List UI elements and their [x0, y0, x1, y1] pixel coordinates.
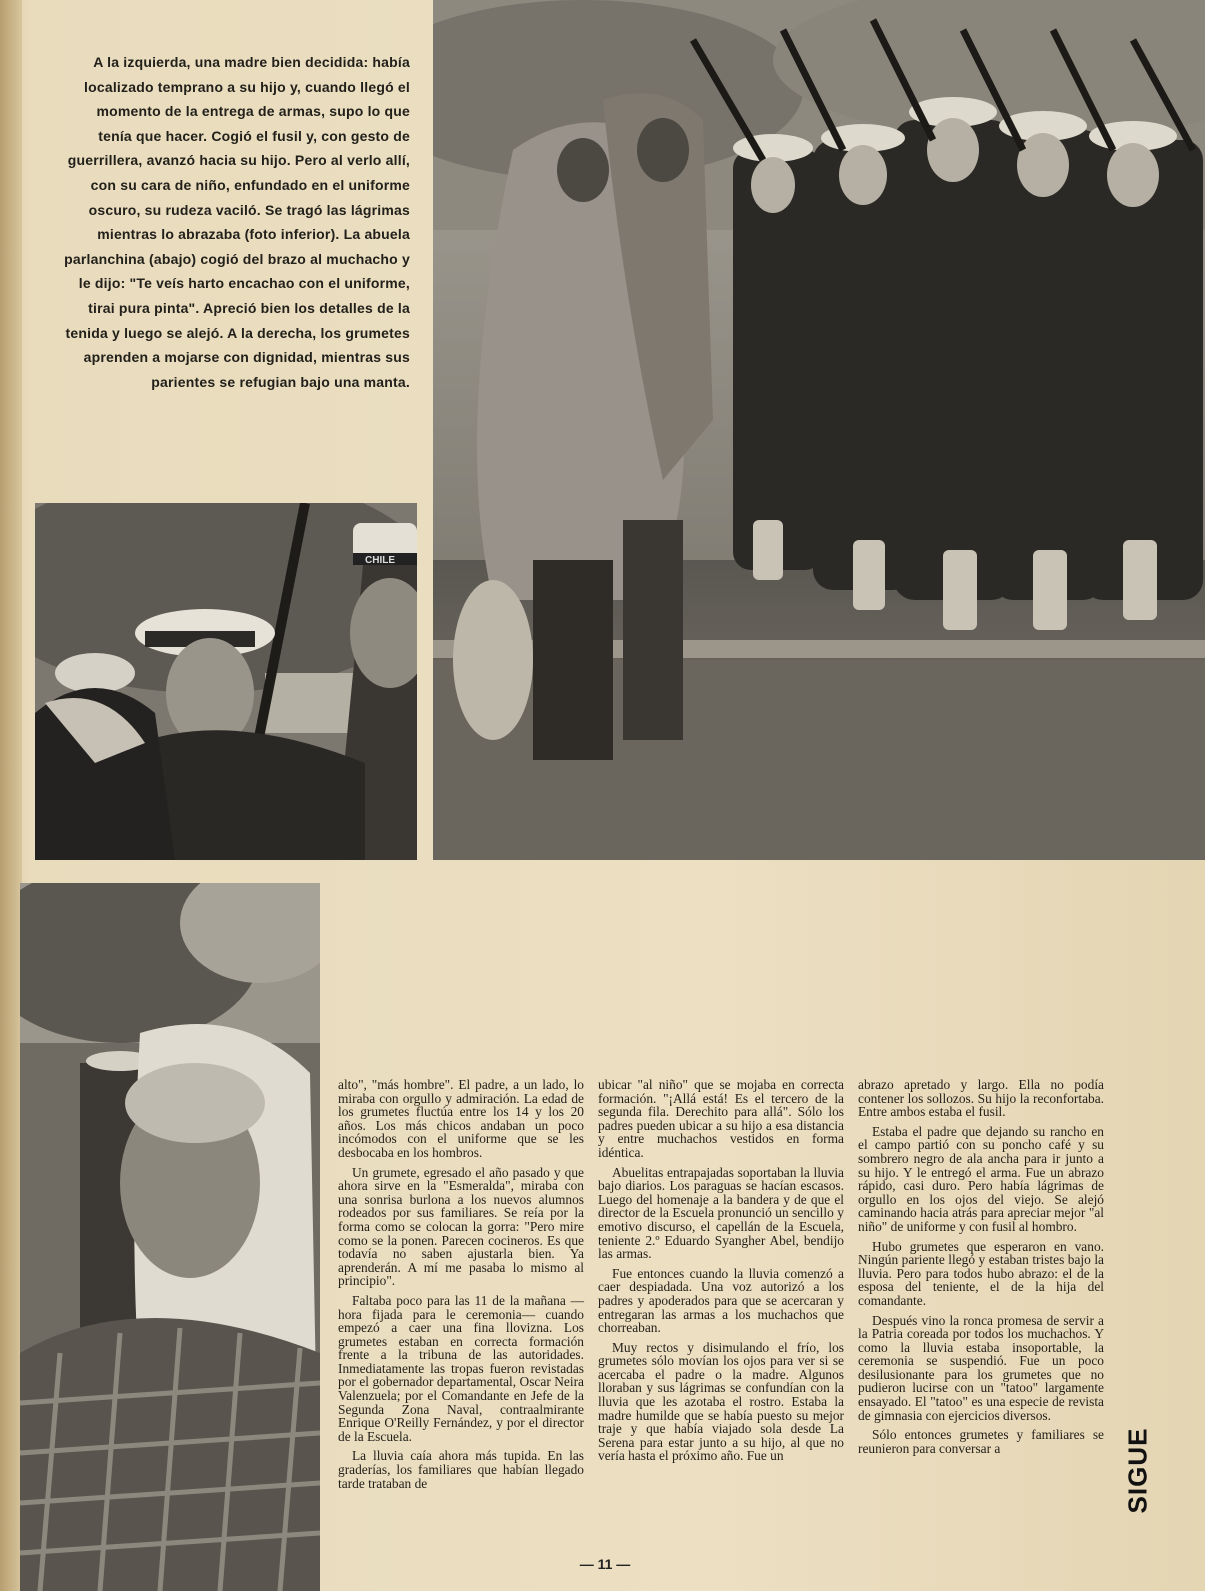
page-number: — 11 — [579, 1556, 631, 1572]
photo-marching-cadets [433, 0, 1205, 860]
paragraph: Muy rectos y disimulando el frío, los grumetes sólo movían los ojos para ver si se acercaba el padre o la madre. Algunos lloraban y sus lágrimas se confundían con la lluvia que les azotaba el rostro. Estaba la madre humilde que se había puesto su mejor traje y que había viajado sola desde La Serena para estar junto a su hijo, al que no vería hasta el próximo año. Fue un [598, 1339, 844, 1464]
continue-label [1108, 1420, 1168, 1520]
paragraph: alto", "más hombre". El padre, a un lado, lo miraba con orgullo y admiración. La edad de los grumetes fluctúa entre los 14 y los 20 años. Los más chicos andaban un poco incómodos con el uniforme que se les desbocaba en los hombros. [338, 1077, 584, 1160]
photo-grandmother [20, 883, 320, 1591]
photo-mother-hug [35, 503, 417, 860]
paragraph: Sólo entonces grumetes y familiares se reunieron para conversar a [858, 1427, 1104, 1456]
photo-caption: A la izquierda, una madre bien decidida: había localizado temprano a su hijo y, cuando llegó el momento de la entrega de armas, supo lo que tenía que hacer. Cogió el fusil y, con gesto de guerrillera, avanzó hacia su hijo. Pero al verlo allí, con su cara de niño, enfundado en el uniforme oscuro, su rudeza vaciló. Se tragó las lágrimas mientras lo abrazaba (foto inferior). La abuela parlanchina (abajo) cogió del brazo al muchacho y le dijo: "Te veís harto encachao con el uniforme, tirai pura pinta". Apreció bien los detalles de la tenida y luego se alejó. A la derecha, los grumetes aprenden a mojarse con dignidad, mientras sus parientes se refugian bajo una manta. [64, 54, 410, 390]
paragraph: Estaba el padre que dejando su rancho en el campo partió con su poncho café y su sombrero negro de ala ancha para ir junto a su hijo. Y le entregó el arma. Fue un abrazo rápido, casi duro. Pero había lágrimas de orgullo en los ojos del viejo. Se alejó caminando hacia atrás para apreciar mejor "al niño" de uniforme y con fusil al hombro. [858, 1123, 1104, 1234]
mother-hug-image [35, 503, 417, 860]
paragraph: Abuelitas entrapajadas soportaban la lluvia bajo diarios. Los paraguas se hacían escasos. Luego del homenaje a la bandera y de que el director de la Escuela pronunció un sencillo y emotivo discurso, el capellán de la Escuela, teniente 2.º Eduardo Syangher Abel, bendijo las armas. [598, 1164, 844, 1262]
paragraph: ubicar "al niño" que se mojaba en correcta formación. "¡Allá está! Es el tercero de la segunda fila. Derechito para allá". Sólo los padres pueden ubicar a su hijo a esa distancia y entre muchachos vestidos en forma idéntica. [598, 1077, 844, 1160]
page-spine [0, 0, 22, 1591]
paragraph: Después vino la ronca promesa de servir a la Patria coreada por todos los muchachos. Y como la lluvia estaba insoportable, la ceremonia se suspendió. Fue un poco desilusionante para los grumetes que no pudieron lucirse con un "tatoo" largamente ensayado. El "tatoo" es una especie de revista de gimnasia con ejercicios diversos. [858, 1312, 1104, 1423]
paragraph: La lluvia caía ahora más tupida. En las graderías, los familiares que habían llegado tarde trataban de [338, 1448, 584, 1491]
grandmother-image [20, 883, 320, 1591]
continue-text: SIGUE [1122, 1427, 1153, 1513]
paragraph: abrazo apretado y largo. Ella no podía contener los sollozos. Su hijo la reconfortaba. Entre ambos estaba el fusil. [858, 1077, 1104, 1120]
cap-band-label: CHILE [365, 555, 395, 566]
paragraph: Fue entonces cuando la lluvia comenzó a caer despiadada. Una voz autorizó a los padres y apoderados para que se acercaran y entregaran las armas a los muchachos que chorreaban. [598, 1265, 844, 1336]
paragraph: Faltaba poco para las 11 de la mañana —hora fijada para le ceremonia— cuando empezó a caer una fina llovizna. Los grumetes estaban en correcta formación frente a la tribuna de las autoridades. Inmediatamente las tropas fueron revistadas por el gobernador departamental, Oscar Neira Valenzuela; por el Comandante en Jefe de la Segunda Zona Naval, contraalmirante Enrique O'Reilly Fernández, y por el director de la Escuela. [338, 1292, 584, 1444]
paragraph: Un grumete, egresado el año pasado y que ahora sirve en la "Esmeralda", miraba con una sonrisa burlona a los nuevos alumnos rodeados por sus familiares. Se reía por la forma como se colocan la gorra: "Pero mire como se la ponen. Parecen cocineros. Es que todavía no saben ajustarla bien. Ya aprenderán. A mí me pasaba lo mismo al principio". [338, 1164, 584, 1289]
article-column-3 [858, 1078, 1104, 1461]
marching-cadets-image [433, 0, 1205, 860]
paragraph: Hubo grumetes que esperaron en vano. Ningún pariente llegó y estaban tristes bajo la lluvia. Pero para todos hubo abrazo: el de la esposa del teniente, el de la hija del comandante. [858, 1238, 1104, 1308]
article-column-1 [338, 1078, 584, 1496]
article-column-2 [598, 1078, 844, 1469]
